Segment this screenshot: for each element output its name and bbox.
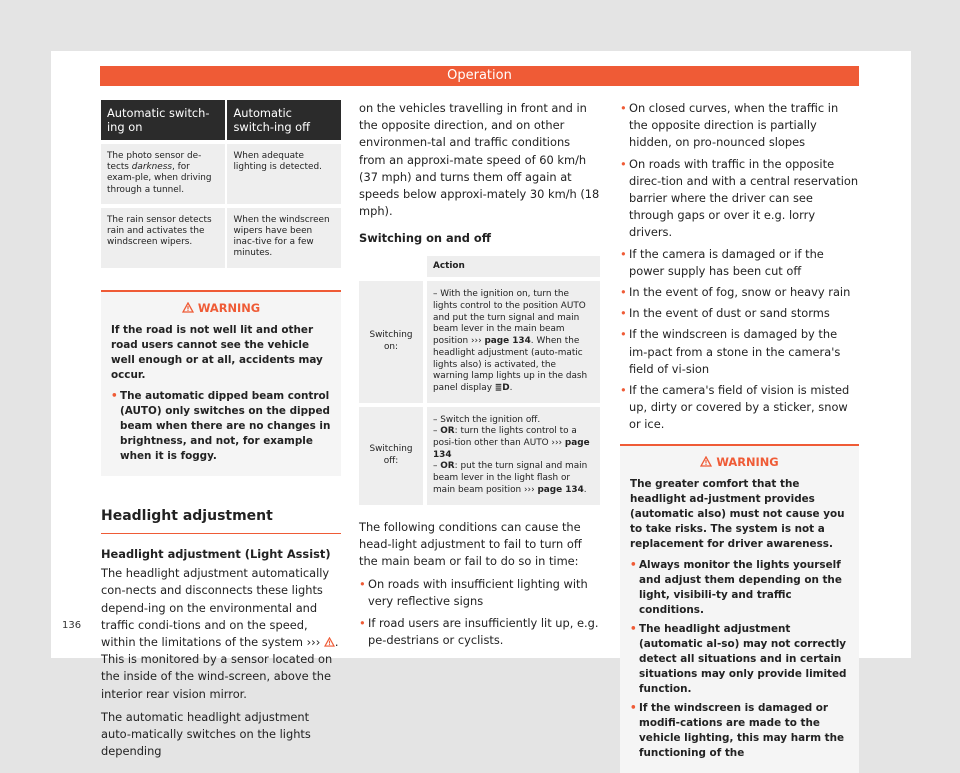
table-cell: When the windscreen wipers have been inac-tive for a few minutes. bbox=[226, 206, 341, 268]
bullet-icon: • bbox=[620, 156, 627, 171]
list-item: • If the camera's field of vision is misted up, dirty or covered by a sticker, snow or ice. bbox=[620, 383, 850, 432]
header-title: Operation bbox=[447, 68, 512, 83]
bullet-icon: • bbox=[111, 389, 118, 402]
subheading: Headlight adjustment (Light Assist) bbox=[101, 547, 331, 562]
list-item: • In the event of fog, snow or heavy rain bbox=[620, 284, 859, 301]
warning-title: WARNING bbox=[111, 300, 331, 317]
table-header: Automatic switch-ing off bbox=[226, 100, 341, 142]
column-3 bbox=[620, 100, 859, 773]
table-cell: The photo sensor de-tects darkness, for exam-ple, when driving through a tunnel. bbox=[101, 142, 226, 206]
section-title: Headlight adjustment bbox=[101, 508, 341, 534]
table-cell: – Switch the ignition off. – OR: turn the lights control to a posi-tion other than AUTO ››› page 134 – OR: put the turn signal and main beam lever in the light flash or main beam position ››› page 134. bbox=[425, 405, 600, 505]
bullet-icon: • bbox=[620, 101, 627, 115]
warning-icon bbox=[324, 637, 335, 647]
page-header bbox=[100, 66, 859, 86]
bullet-icon: • bbox=[359, 615, 366, 630]
bullet-icon: • bbox=[620, 306, 627, 321]
table-cell: Switching on: bbox=[359, 279, 425, 404]
warning-box bbox=[101, 290, 341, 476]
table-cell: When adequate lighting is detected. bbox=[226, 142, 341, 206]
warning-icon bbox=[700, 456, 712, 467]
warning-bullet: • Always monitor the lights yourself and adjust them depending on the light, visibili-ty and traffic conditions. bbox=[630, 558, 842, 616]
table-row bbox=[101, 142, 341, 206]
table-cell: Switching off: bbox=[359, 405, 425, 505]
list-item: • On roads with traffic in the opposite direc-tion and with a central reservation barrier where the driver can see through gaps or over it e.g. lorry drivers. bbox=[620, 156, 859, 240]
list-item: • If the camera is damaged or if the power supply has been cut off bbox=[620, 246, 824, 278]
bullet-icon: • bbox=[620, 246, 627, 261]
column-1 bbox=[101, 100, 341, 766]
paragraph: The headlight adjustment automatically con-nects and disconnects these lights depend-ing on the environmental and traffic condi-tions and on the speed, within the limitations of the system ››› . This is monitored by a sensor located on the inside of the wind-screen, above the interior rear vision mirror. bbox=[101, 566, 339, 701]
list-item: • If the windscreen is damaged by the im-pact from a stone in the camera's field of vi-sion bbox=[620, 327, 841, 376]
table-header-empty bbox=[359, 256, 425, 280]
bullet-icon: • bbox=[630, 701, 637, 714]
column-2 bbox=[359, 100, 600, 653]
bullet-icon: • bbox=[630, 558, 637, 571]
list-item: • On closed curves, when the traffic in the opposite direction is partially hidden, on pro-nounced slopes bbox=[620, 101, 839, 150]
list-item: • If road users are insufficiently lit up, e.g. pe-destrians or cyclists. bbox=[359, 615, 599, 647]
table-row bbox=[359, 279, 600, 404]
main-beam-icon: ≣D bbox=[494, 382, 510, 393]
bullet-icon: • bbox=[620, 285, 627, 300]
warning-text: If the road is not well lit and other road users cannot see the vehicle well enough or at all, accidents may occur. bbox=[111, 323, 323, 381]
switching-table bbox=[359, 256, 600, 505]
warning-text: The greater comfort that the headlight ad-justment provides (automatic also) must not cause you to take risks. The system is not a replacement for driver awareness. bbox=[630, 477, 845, 550]
bullet-icon: • bbox=[630, 622, 637, 635]
table-header: Action bbox=[425, 256, 600, 280]
page-number: 136 bbox=[62, 620, 82, 631]
table-row bbox=[101, 206, 341, 268]
list-item: • In the event of dust or sand storms bbox=[620, 305, 859, 322]
paragraph: The automatic headlight adjustment auto-matically switches on the lights depending bbox=[101, 709, 311, 759]
bullet-icon: • bbox=[620, 327, 627, 342]
bullet-icon: • bbox=[359, 577, 366, 592]
list-item: • On roads with insufficient lighting with very reflective signs bbox=[359, 577, 588, 609]
warning-bullet: • The headlight adjustment (automatic al-so) may not correctly detect all situations and in certain situations may only provide limited function. bbox=[630, 622, 847, 695]
warning-bullet: • If the windscreen is damaged or modifi-cations are made to the vehicle lighting, this may harm the functioning of the bbox=[630, 701, 845, 759]
auto-lights-table bbox=[101, 100, 341, 268]
paragraph: The following conditions can cause the head-light adjustment to fail to turn off the main beam or fail to do so in time: bbox=[359, 519, 582, 568]
table-cell: The rain sensor detects rain and activates the windscreen wipers. bbox=[101, 206, 226, 268]
table-header: Automatic switch-ing on bbox=[101, 100, 226, 142]
warning-box bbox=[620, 444, 859, 773]
warning-bullet: • The automatic dipped beam control (AUTO) only switches on the dipped beam when there are no changes in brightness, and not, for example when it is foggy. bbox=[111, 389, 331, 462]
subheading: Switching on and off bbox=[359, 231, 491, 246]
table-cell: – With the ignition on, turn the lights control to the position AUTO and put the turn signal and main beam lever in the main beam position ››› page 134. When the headlight adjustment (auto-matic lights also) is activated, the warning lamp lights up in the dash panel display ≣D. bbox=[425, 279, 600, 404]
warning-icon bbox=[182, 302, 194, 313]
warning-title: WARNING bbox=[630, 454, 849, 471]
table-row bbox=[359, 405, 600, 505]
bullet-icon: • bbox=[620, 383, 627, 398]
paragraph: on the vehicles travelling in front and in the opposite direction, and on other environmen-tal and traffic conditions from an approxi-mate speed of 60 km/h (37 mph) and turns them off again at speeds below approxi-mately 30 km/h (18 mph). bbox=[359, 101, 600, 219]
